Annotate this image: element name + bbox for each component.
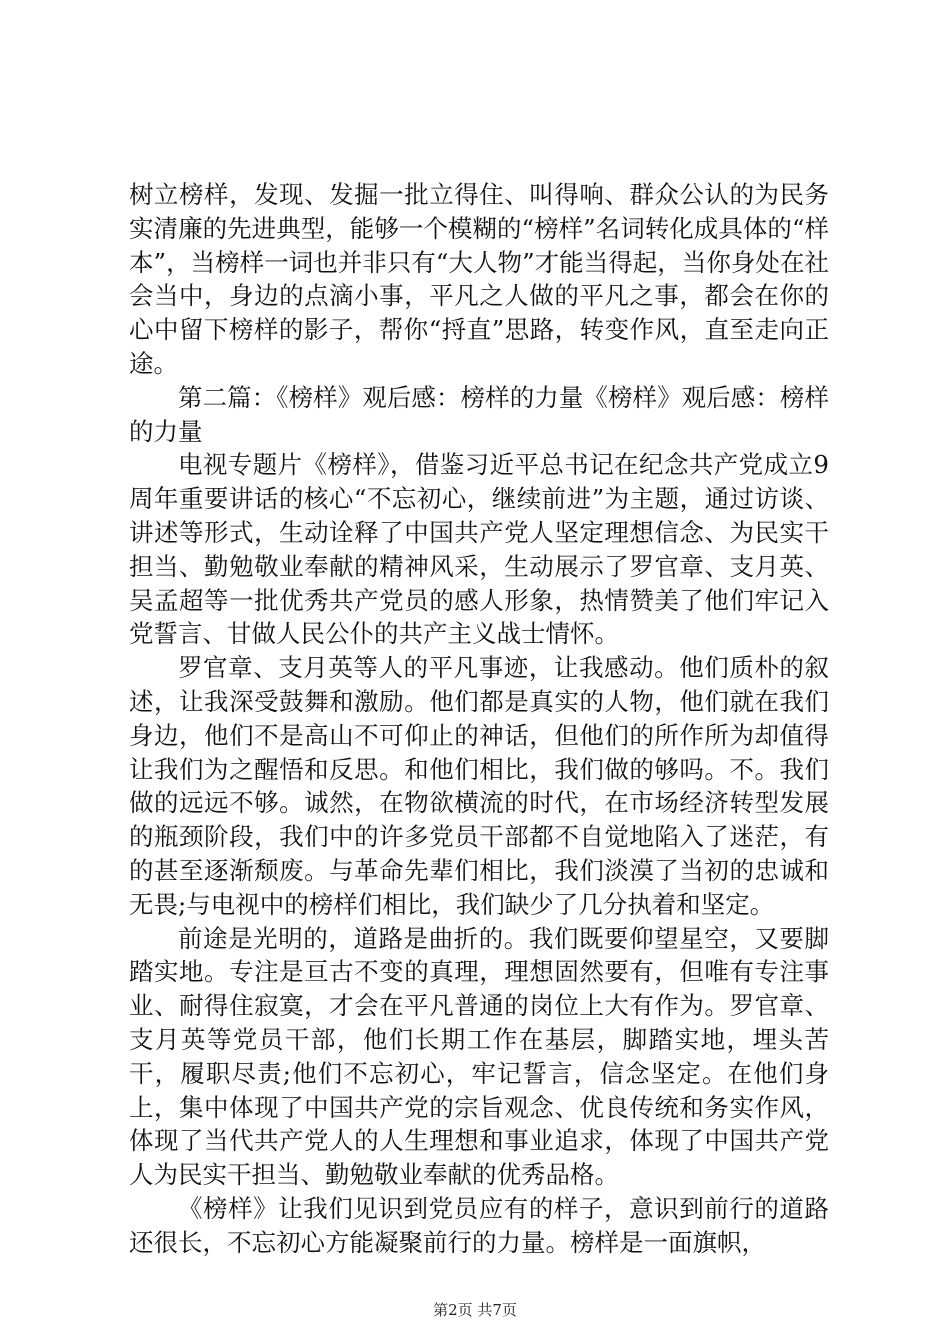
paragraph-4: 前途是光明的，道路是曲折的。我们既要仰望星空，又要脚踏实地。专注是亘古不变的真理，理想固然要有，但唯有专注事业、耐得住寂寞，才会在平凡普通的岗位上大有作为。罗官章、支月英等党员干部，他们长期工作在基层，脚踏实地，埋头苦干，履职尽责;他们不忘初心，牢记誓言，信念坚定。在他们身上，集中体现了中国共产党的宗旨观念、优良传统和务实作风，体现了当代共产党人的人生理想和事业追求，体现了中国共产党人为民实干担当、勤勉敬业奉献的优秀品格。 [129,923,829,1190]
paragraph-5: 《榜样》让我们见识到党员应有的样子，意识到前行的道路还很长，不忘初心方能凝聚前行的力量。榜样是一面旗帜， [129,1193,829,1257]
section-heading: 第二篇：《榜样》观后感：榜样的力量《榜样》观后感：榜样的力量 [129,382,829,446]
paragraph-3: 罗官章、支月英等人的平凡事迹，让我感动。他们质朴的叙述，让我深受鼓舞和激励。他们都是真实的人物，他们就在我们身边，他们不是高山不可仰止的神话，但他们的所作所为却值得让我们为之醒悟和反思。和他们相比，我们做的够吗。不。我们做的远远不够。诚然，在物欲横流的时代，在市场经济转型发展的瓶颈阶段，我们中的许多党员干部都不自觉地陷入了迷茫，有的甚至逐渐颓废。与革命先辈们相比，我们淡漠了当初的忠诚和无畏;与电视中的榜样们相比，我们缺少了几分执着和坚定。 [129,653,829,919]
page-footer: 第2页 共7页 [433,1301,517,1319]
paragraph-1: 树立榜样，发现、发掘一批立得住、叫得响、群众公认的为民务实清廉的先进典型，能够一个模糊的“榜样”名词转化成具体的“样本”，当榜样一词也并非只有“大人物”才能当得起，当你身处在社会当中，身边的点滴小事，平凡之人做的平凡之事，都会在你的心中留下榜样的影子，帮你“捋直”思路，转变作风，直至走向正途。 [129,180,829,378]
document-body [129,178,829,1260]
paragraph-2: 电视专题片《榜样》，借鉴习近平总书记在纪念共产党成立9周年重要讲话的核心“不忘初心，继续前进”为主题，通过访谈、讲述等形式，生动诠释了中国共产党人坚定理想信念、为民实干担当、勤勉敬业奉献的精神风采，生动展示了罗官章、支月英、吴孟超等一批优秀共产党员的感人形象，热情赞美了他们牢记入党誓言、甘做人民公仆的共产主义战士情怀。 [129,450,829,649]
